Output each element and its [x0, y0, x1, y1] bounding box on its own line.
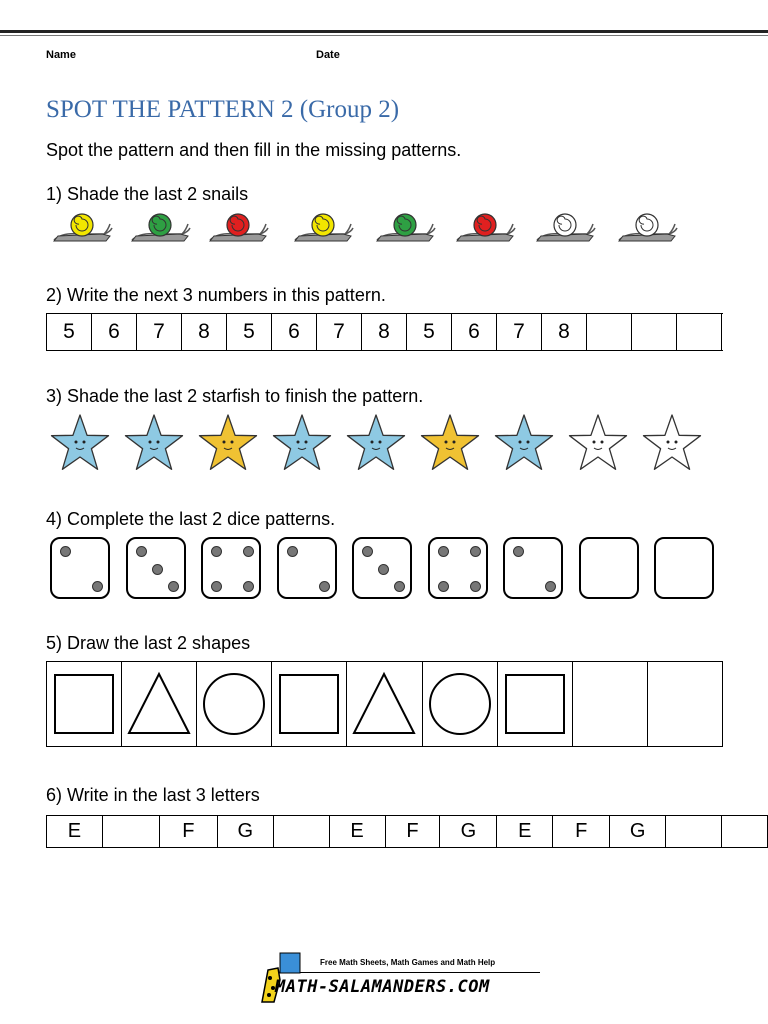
letter-cell: E [47, 816, 103, 847]
letter-cell: F [553, 816, 610, 847]
circle-shape [201, 671, 267, 737]
die-pip [470, 581, 481, 592]
die-face [503, 537, 563, 599]
triangle-cell [347, 662, 422, 746]
letter-cell: E [330, 816, 386, 847]
die-pip [513, 546, 524, 557]
snail-icon[interactable] [208, 210, 270, 244]
square-shape [276, 671, 342, 737]
number-cell: 6 [92, 314, 137, 350]
die-pip [60, 546, 71, 557]
die-pip [92, 581, 103, 592]
snail-icon[interactable] [52, 210, 114, 244]
die-pip [470, 546, 481, 557]
question-1: 1) Shade the last 2 snails [46, 184, 249, 204]
die-face [428, 537, 488, 599]
letter-cell: G [218, 816, 274, 847]
question-5: 5) Draw the last 2 shapes [46, 633, 251, 653]
question-4: 4) Complete the last 2 dice patterns. [46, 509, 336, 529]
snail-icon[interactable] [293, 210, 355, 244]
letter-cell[interactable] [666, 816, 722, 847]
die-pip [287, 546, 298, 557]
letter-cell: G [610, 816, 666, 847]
starfish-icon[interactable] [418, 412, 482, 476]
square-cell [498, 662, 573, 746]
question-6: 6) Write in the last 3 letters [46, 785, 260, 805]
circle-cell [423, 662, 498, 746]
die-pip [362, 546, 373, 557]
snail-icon[interactable] [130, 210, 192, 244]
starfish-icon[interactable] [270, 412, 334, 476]
die-pip [438, 546, 449, 557]
die-face[interactable] [654, 537, 714, 599]
die-pip [319, 581, 330, 592]
question-2: 2) Write the next 3 numbers in this pattern. [46, 285, 386, 305]
letter-cell[interactable] [722, 816, 768, 847]
number-cell: 8 [542, 314, 587, 350]
starfish-icon[interactable] [492, 412, 556, 476]
die-pip [243, 546, 254, 557]
number-cell: 7 [317, 314, 362, 350]
triangle-shape [126, 671, 192, 737]
starfish-icon[interactable] [344, 412, 408, 476]
footer-logo-text: MATH-SALAMANDERS.COM [275, 977, 490, 997]
shape-pattern-row [46, 661, 723, 747]
footer-divider [300, 972, 540, 973]
circle-cell [197, 662, 272, 746]
die-pip [136, 546, 147, 557]
number-cell: 8 [362, 314, 407, 350]
triangle-cell [122, 662, 197, 746]
letter-cell: G [440, 816, 497, 847]
number-cell[interactable] [677, 314, 722, 350]
question-3: 3) Shade the last 2 starfish to finish the pattern. [46, 386, 424, 406]
die-pip [378, 564, 389, 575]
letter-cell: E [497, 816, 553, 847]
number-cell: 5 [47, 314, 92, 350]
die-pip [394, 581, 405, 592]
starfish-icon[interactable] [196, 412, 260, 476]
letter-cell: F [386, 816, 441, 847]
die-face [126, 537, 186, 599]
instructions: Spot the pattern and then fill in the missing patterns. [46, 140, 462, 160]
snail-icon[interactable] [535, 210, 597, 244]
letter-cell: F [160, 816, 218, 847]
top-rule [0, 30, 768, 33]
triangle-shape [351, 671, 417, 737]
square-cell [272, 662, 347, 746]
number-cell: 8 [182, 314, 227, 350]
die-pip [152, 564, 163, 575]
letter-pattern-row [46, 815, 768, 848]
number-pattern-row [46, 313, 723, 351]
letter-cell[interactable] [274, 816, 330, 847]
snail-icon[interactable] [455, 210, 517, 244]
die-pip [438, 581, 449, 592]
number-cell: 5 [227, 314, 272, 350]
die-face [352, 537, 412, 599]
date-label: Date [316, 49, 340, 61]
square-shape [51, 671, 117, 737]
number-cell[interactable] [587, 314, 632, 350]
name-label: Name [46, 49, 76, 61]
number-cell: 7 [137, 314, 182, 350]
die-pip [243, 581, 254, 592]
number-cell: 7 [497, 314, 542, 350]
circle-shape [427, 671, 493, 737]
square-shape [502, 671, 568, 737]
die-pip [211, 546, 222, 557]
empty-shape-cell[interactable] [648, 662, 723, 746]
snail-icon[interactable] [375, 210, 437, 244]
number-cell: 6 [272, 314, 317, 350]
snail-icon[interactable] [617, 210, 679, 244]
number-cell[interactable] [632, 314, 677, 350]
top-rule-thin [0, 35, 768, 36]
die-pip [168, 581, 179, 592]
starfish-icon[interactable] [640, 412, 704, 476]
die-pip [545, 581, 556, 592]
empty-shape-cell[interactable] [573, 662, 648, 746]
page-title: SPOT THE PATTERN 2 (Group 2) [46, 96, 400, 123]
die-face[interactable] [579, 537, 639, 599]
square-cell [47, 662, 122, 746]
starfish-icon[interactable] [48, 412, 112, 476]
die-face [277, 537, 337, 599]
starfish-icon[interactable] [566, 412, 630, 476]
die-pip [211, 581, 222, 592]
letter-cell[interactable] [103, 816, 160, 847]
die-face [50, 537, 110, 599]
die-face [201, 537, 261, 599]
number-cell: 5 [407, 314, 452, 350]
footer-tagline: Free Math Sheets, Math Games and Math Help [320, 958, 496, 967]
number-cell: 6 [452, 314, 497, 350]
starfish-icon[interactable] [122, 412, 186, 476]
